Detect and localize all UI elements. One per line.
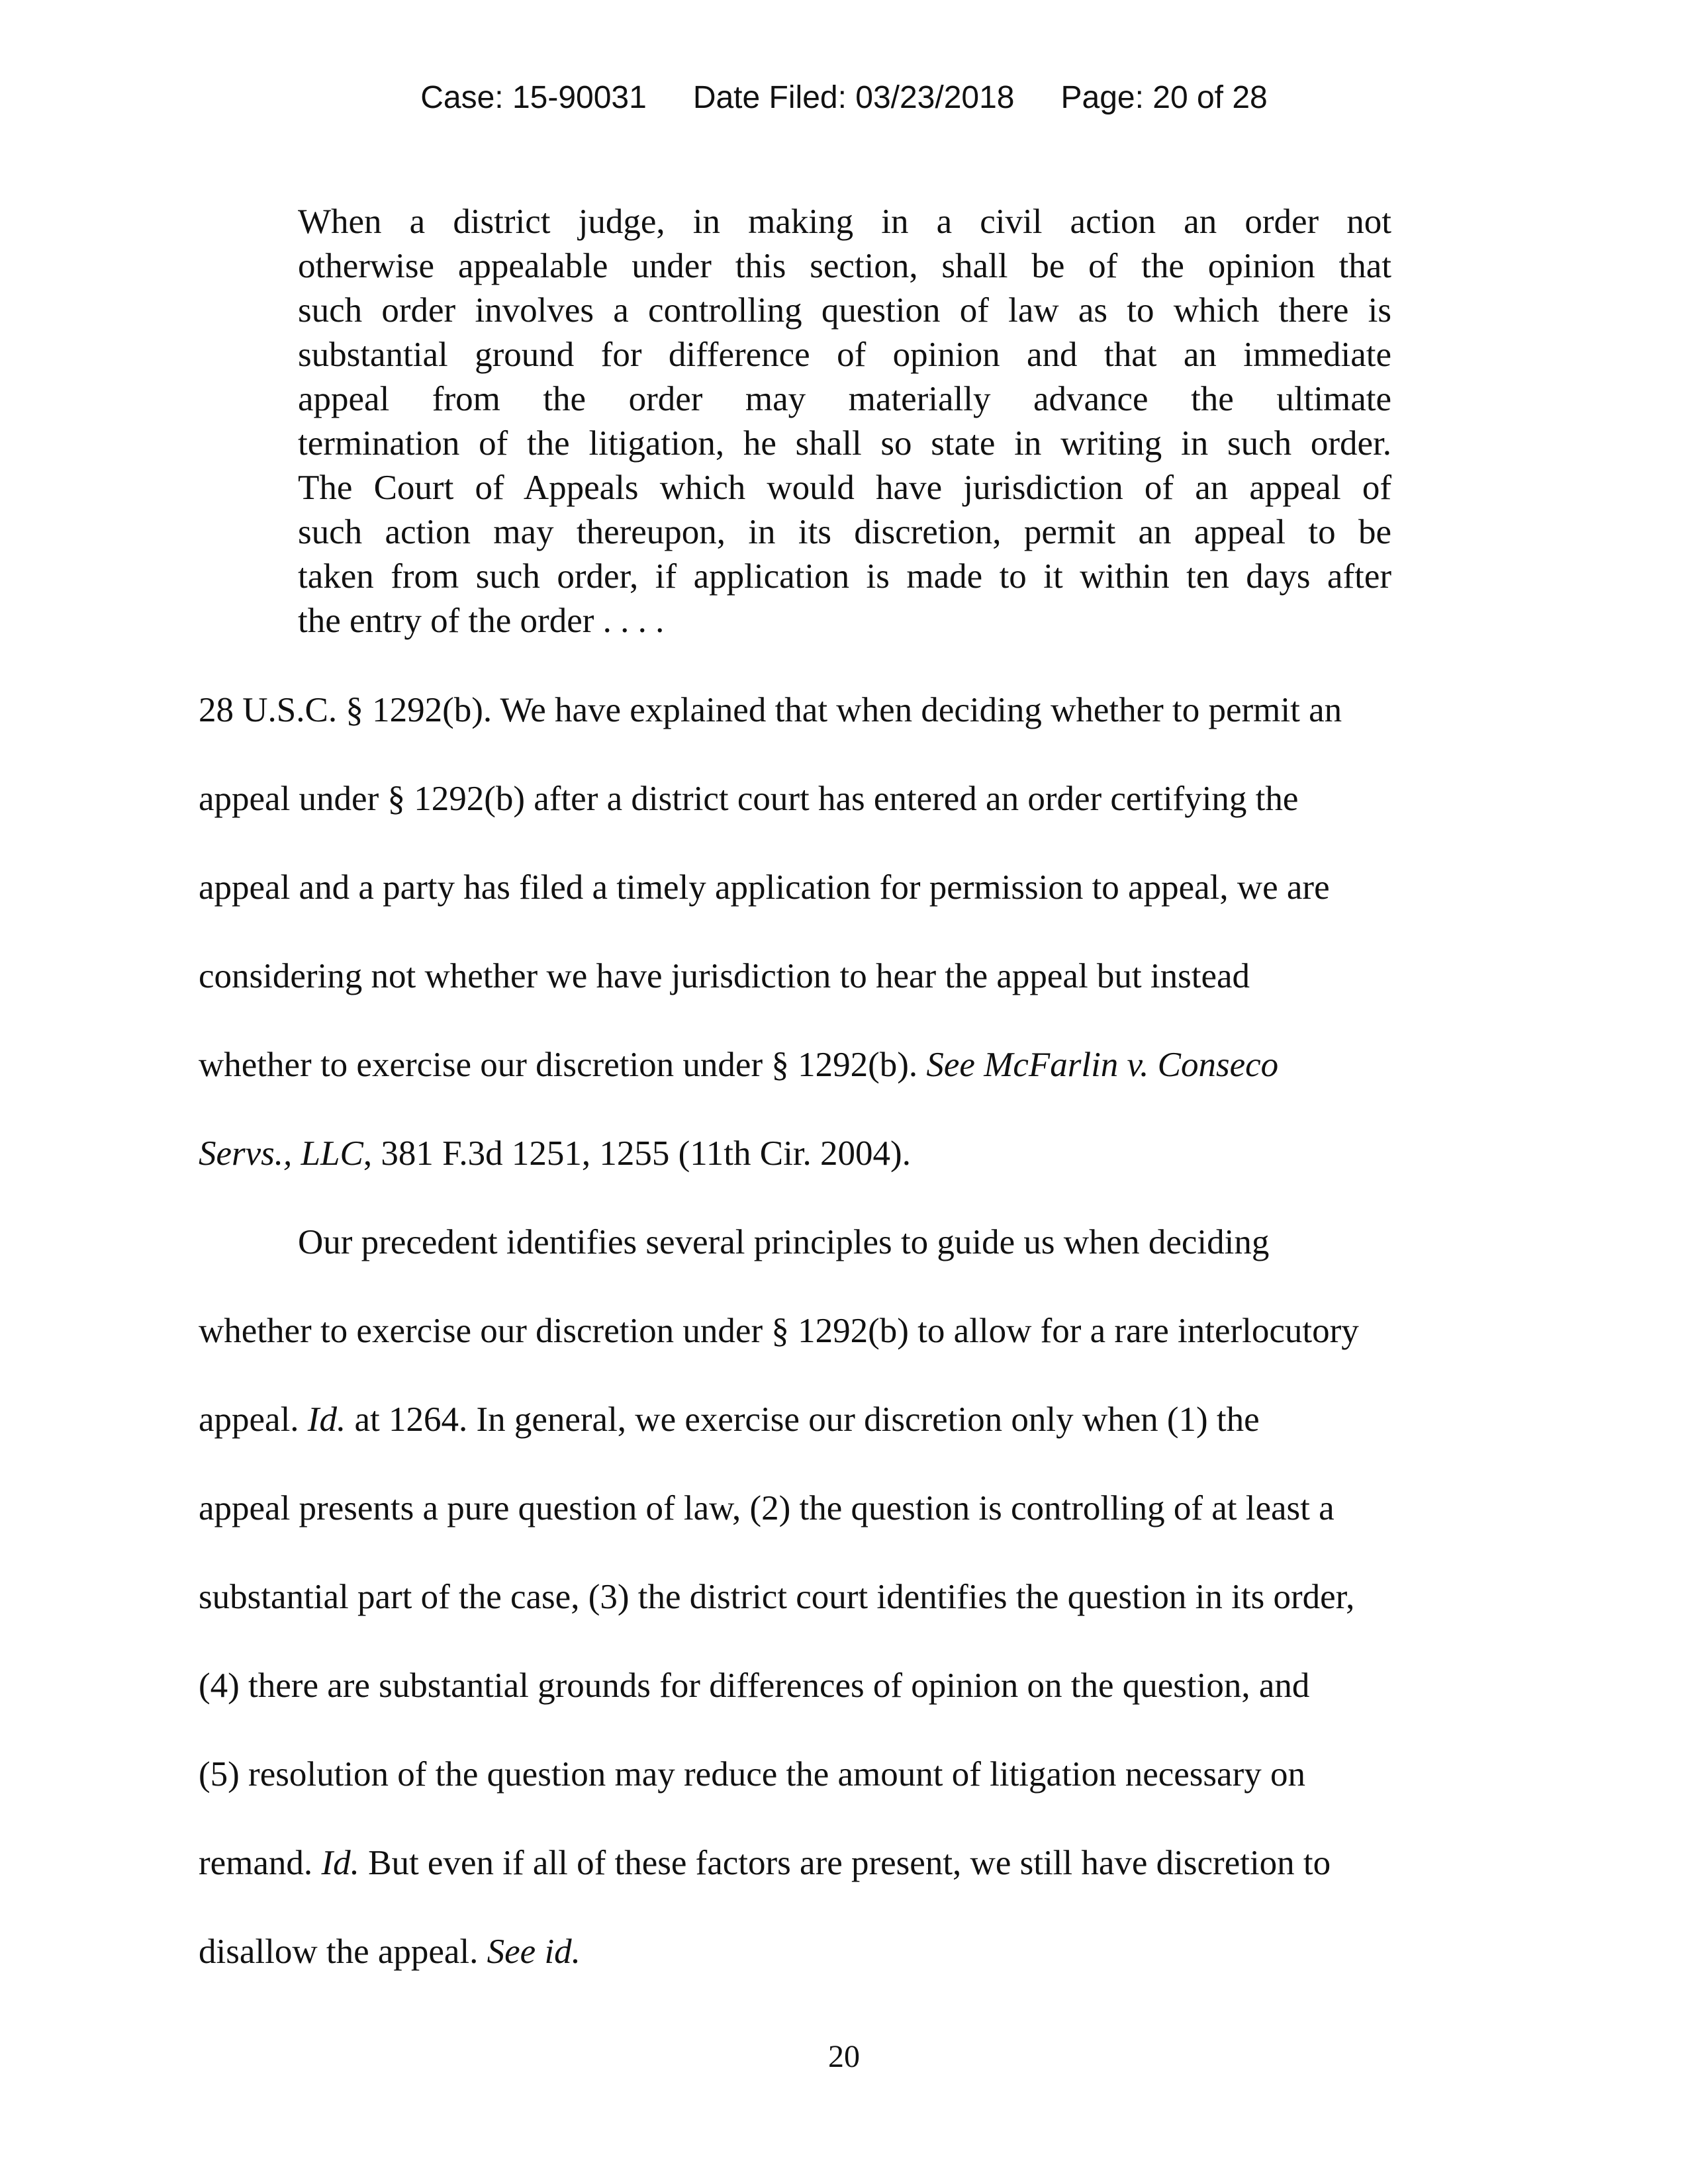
paragraph-1-line: considering not whether we have jurisdiction to hear the appeal but instead [199,957,1250,995]
quote-line: The Court of Appeals which would have jurisdiction of an appeal of [298,469,1391,507]
paragraph-2-line [199,1840,1331,1886]
paragraph-1-line [199,1042,1278,1088]
paragraph-1-line: appeal under § 1292(b) after a district court has entered an order certifying the [199,780,1299,818]
paragraph-1-text: whether to exercise our discretion under § 1292(b). [199,1046,927,1084]
paragraph-2-text: disallow the appeal. [199,1933,487,1971]
date-filed: Date Filed: 03/23/2018 [692,80,1015,115]
quote-line: appeal from the order may materially advance the ultimate [298,380,1391,418]
quote-line: When a district judge, in making in a civil action an order not [298,203,1391,241]
page-header [0,78,1688,118]
page-indicator: Page: 20 of 28 [1060,80,1268,115]
paragraph-2-text: But even if all of these factors are present, we still have discretion to [359,1844,1331,1882]
block-quote [298,200,1391,643]
paragraph-1-line: 28 U.S.C. § 1292(b). We have explained that when deciding whether to permit an [199,691,1342,729]
citation-text: Servs., LLC [199,1134,363,1173]
paragraph-2-line: Our precedent identifies several principles to guide us when deciding [298,1223,1270,1261]
paragraph-2-line: whether to exercise our discretion under § 1292(b) to allow for a rare interlocutory [199,1312,1359,1350]
paragraph-1-line: appeal and a party has filed a timely application for permission to appeal, we are [199,868,1330,907]
citation-text: Id. [321,1844,359,1882]
quote-line: otherwise appealable under this section, shall be of the opinion that [298,247,1391,285]
quote-line: taken from such order, if application is made to it within ten days after [298,557,1391,596]
quote-line: termination of the litigation, he shall so state in writing in such order. [298,424,1391,463]
paragraph-2-text: remand. [199,1844,322,1882]
paragraph-2-text: appeal. [199,1400,308,1439]
paragraph-2-line [199,1396,1260,1443]
paragraph-2-line [199,1929,581,1975]
case-number: Case: 15-90031 [420,80,647,115]
paragraph-2-line: substantial part of the case, (3) the district court identifies the question in its order, [199,1578,1355,1616]
page-number: 20 [828,2039,860,2074]
citation-text: Id. [307,1400,346,1439]
quote-line: such action may thereupon, in its discretion, permit an appeal to be [298,513,1391,551]
quote-line: substantial ground for difference of opinion and that an immediate [298,336,1391,374]
quote-line: such order involves a controlling question of law as to which there is [298,291,1391,330]
quote-line: the entry of the order . . . . [298,602,665,640]
citation-text: See id. [487,1933,581,1971]
paragraph-2-line: (5) resolution of the question may reduce the amount of litigation necessary on [199,1755,1305,1794]
paragraph-2-text: at 1264. In general, we exercise our discretion only when (1) the [346,1400,1260,1439]
paragraph-2-line: appeal presents a pure question of law, (2) the question is controlling of at least a [199,1489,1335,1527]
citation-text: See McFarlin v. Conseco [926,1046,1279,1084]
paragraph-1-line [199,1130,911,1177]
paragraph-1-text: , 381 F.3d 1251, 1255 (11th Cir. 2004). [363,1134,911,1173]
paragraph-2-line: (4) there are substantial grounds for differences of opinion on the question, and [199,1666,1310,1705]
